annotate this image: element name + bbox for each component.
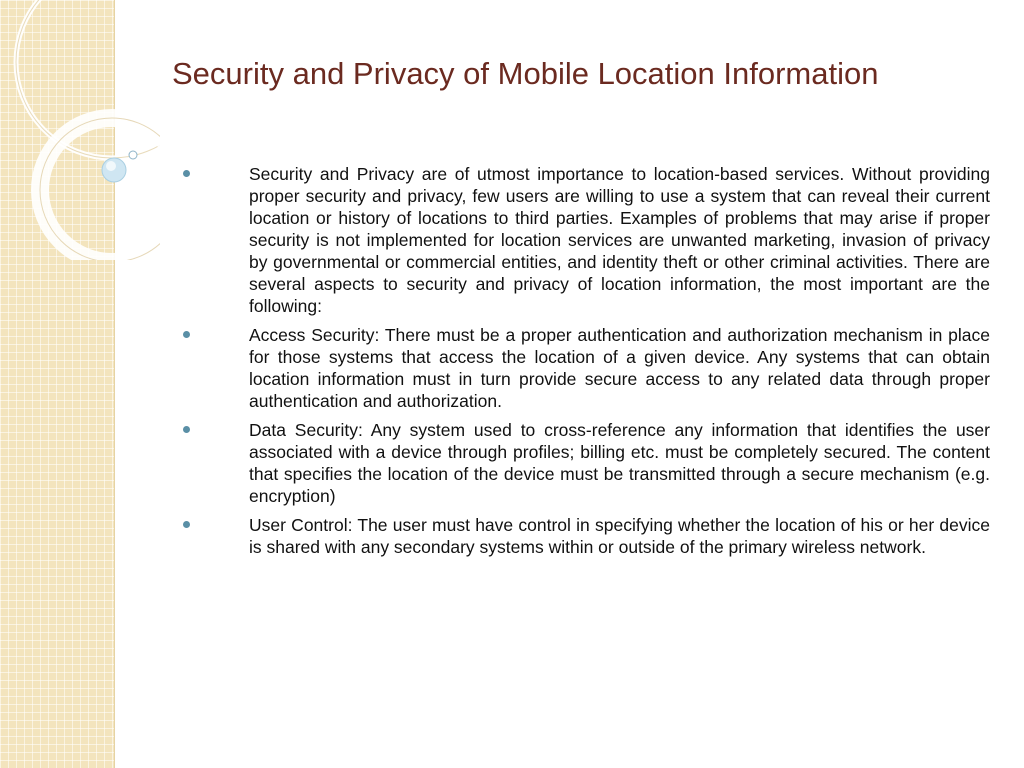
bullet-text: User Control: The user must have control in specifying whether the location of his or her device is shared with any secondary systems within or outside of the primary wireless network. [249, 515, 990, 557]
bullet-dot-icon [183, 426, 190, 433]
bullet-dot-icon [183, 521, 190, 528]
bullet-item [180, 514, 990, 558]
bullet-item [180, 324, 990, 412]
bullet-dot-icon [183, 331, 190, 338]
bullet-list [180, 163, 990, 565]
bullet-dot-icon [183, 170, 190, 177]
bullet-text: Data Security: Any system used to cross-reference any information that identifies the user associated with a device through profiles; billing etc. must be completely secured. The content that specifies the location of the device must be transmitted through a secure mechanism (e.g. encryption) [249, 420, 990, 506]
circle-arcs-decoration-icon [0, 0, 160, 260]
bullet-item [180, 163, 990, 317]
bullet-text: Access Security: There must be a proper authentication and authorization mechanism in place for those systems that access the location of a given device. Any systems that can obtain location information must in turn provide secure access to any related data through proper authentication and authorization. [249, 325, 990, 411]
bullet-text: Security and Privacy are of utmost importance to location-based services. Without providing proper security and privacy, few users are willing to use a system that can reveal their current location or history of locations to third parties. Examples of problems that may arise if proper security is not implemented for location services are unwanted marketing, invasion of privacy by governmental or commercial entities, and identity theft or other criminal activities. There are several aspects to security and privacy of location information, the most important are the following: [249, 164, 990, 316]
bullet-item [180, 419, 990, 507]
slide-title: Security and Privacy of Mobile Location Information [172, 56, 879, 91]
